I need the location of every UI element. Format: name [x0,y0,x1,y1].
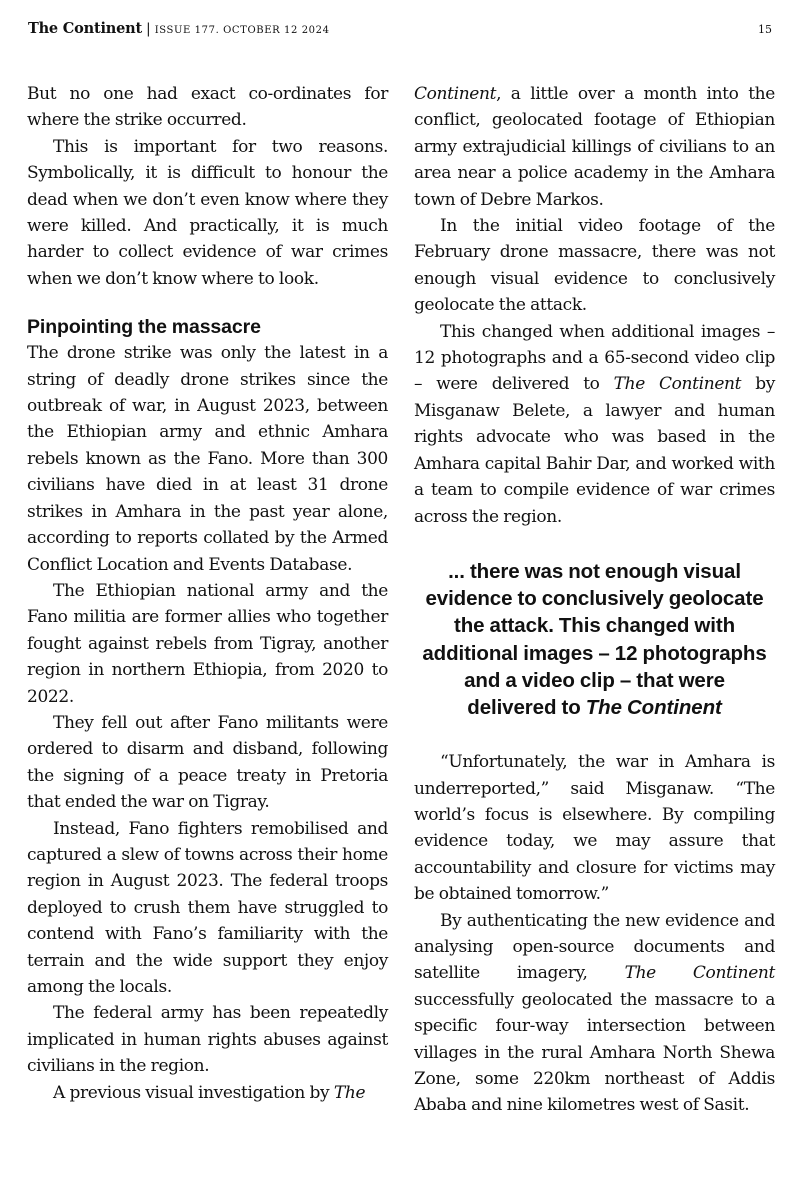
paragraph: In the initial video footage of the February drone massacre, there was not enough visual evidence to conclusively geolocate the attack. [414,216,775,316]
paragraph [414,319,775,530]
issue-line: ISSUE 177. OCTOBER 12 2024 [154,25,330,36]
page-number: 15 [758,23,772,36]
paragraph: They fell out after Fano militants were ordered to disarm and disband, following the signing of a peace treaty in Pretoria that ended the war on Tigray. [27,712,388,813]
paragraph-text: This changed when additional images – 12 photographs and a 65-second video clip – were delivered to [414,321,775,395]
publication-name: The Continent [28,20,142,37]
pull-quote [420,558,769,721]
paragraph: The drone strike was only the latest in a string of deadly drone strikes since the outbreak of war, in August 2023, between the Ethiopian army and ethnic Amhara rebels known as the Fano. More than 300 civilians have died in at least 31 drone strikes in Amhara in the past year alone, according to reports collated by the Armed Conflict Location and Events Database. [27,343,388,575]
paragraph: The federal army has been repeatedly implicated in human rights abuses against civilians in the region. [27,1003,388,1077]
paragraph-text: successfully geolocated the massacre to a specific four-way intersection between villages in the rural Amhara North Shewa Zone, some 220km northeast of Addis Ababa and nine kilometres west of Sasit. [414,989,775,1116]
publication-name-italic: The Continent [613,374,742,395]
paragraph-text: By authenticating the new evidence and analysing open-source documents and satellite imagery, [414,910,775,984]
left-column [27,81,388,1106]
paragraph-text: A previous visual investigation by [53,1082,334,1103]
paragraph: Instead, Fano fighters remobilised and captured a slew of towns across their home region in August 2023. The federal troops deployed to crush them have struggled to contend with Fano’s familiarity with the terrain and the wide support they enjoy among the locals. [27,818,388,997]
paragraph [414,908,775,1119]
section-subheading: Pinpointing the massacre [27,316,261,339]
right-column [414,81,775,1119]
paragraph: This is important for two reasons. Symbolically, it is difficult to honour the dead when we don’t even know where they were killed. And practically, it is much harder to collect evidence of war crimes when we don’t know where to look. [27,136,388,289]
paragraph-text: by Misganaw Belete, a lawyer and human rights advocate who was based in the Amhara capital Bahir Dar, and worked with a team to compile evidence of war crimes across the region. [414,374,775,527]
page-header [28,20,772,44]
publication-name-italic: The [333,1082,366,1103]
paragraph [414,81,775,213]
pull-quote-text: ... there was not enough visual evidence to conclusively geolocate the attack. This changed with additional images – 12 photographs and a video clip – that were delivered to [422,559,767,719]
paragraph-text: , a little over a month into the conflict, geolocated footage of Ethiopian army extrajudicial killings of civilians to an area near a police academy in the Amhara town of Debre Markos. [414,84,775,210]
publication-name-italic: Continent [414,84,497,104]
publication-name-italic: The Continent [624,963,776,984]
paragraph: But no one had exact co-ordinates for where the strike occurred. [27,84,388,131]
publication-name-italic: The Continent [585,695,722,719]
masthead [28,20,330,37]
paragraph: “Unfortunately, the war in Amhara is underreported,” said Misganaw. “The world’s focus is elsewhere. By compiling evidence today, we may assure that accountability and closure for victims may be obtained tomorrow.” [414,752,775,905]
paragraph [27,1080,388,1106]
header-separator: | [145,21,151,37]
paragraph: The Ethiopian national army and the Fano militia are former allies who together fought against rebels from Tigray, another region in northern Ethiopia, from 2020 to 2022. [27,580,388,707]
